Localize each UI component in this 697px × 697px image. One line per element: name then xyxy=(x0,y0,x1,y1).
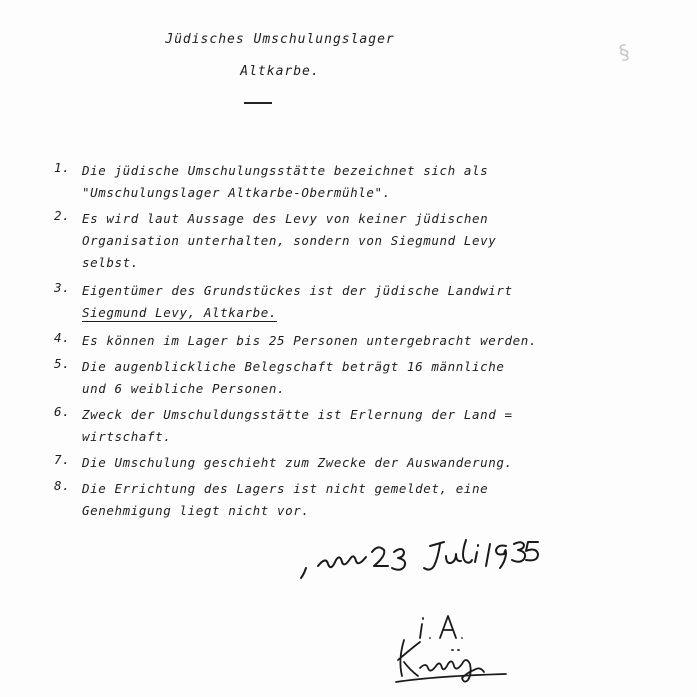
item-number: 8. xyxy=(54,478,71,493)
list-item-2 xyxy=(54,208,654,274)
item-line: Die Umschulung geschieht zum Zwecke der Auswanderung. xyxy=(82,455,513,470)
item-line: Organisation unterhalten, sondern von Siegmund Levy xyxy=(82,233,497,248)
item-line: Die Errichtung des Lagers ist nicht gemeldet, eine xyxy=(82,481,489,496)
item-line: wirtschaft. xyxy=(82,429,172,444)
item-number: 3. xyxy=(54,280,71,295)
item-line: Die jüdische Umschulungsstätte bezeichnet sich als xyxy=(82,163,489,178)
item-number: 2. xyxy=(54,208,71,223)
item-line: Zweck der Umschuldungsstätte ist Erlernung der Land = xyxy=(82,407,513,422)
item-line: Es wird laut Aussage des Levy von keiner jüdischen xyxy=(82,211,489,226)
list-item-1 xyxy=(54,160,654,204)
item-text xyxy=(82,330,537,352)
title-underline-rule xyxy=(244,102,272,104)
list-item-3 xyxy=(54,280,654,324)
item-number: 4. xyxy=(54,330,71,345)
item-text xyxy=(82,280,513,324)
list-item-8 xyxy=(54,478,654,522)
list-item-6 xyxy=(54,404,654,448)
item-line: und 6 weibliche Personen. xyxy=(82,381,286,396)
document-subtitle: Altkarbe. xyxy=(240,64,320,79)
item-line-underlined: Siegmund Levy, Altkarbe. xyxy=(82,305,278,320)
signature xyxy=(396,616,506,682)
item-number: 7. xyxy=(54,452,71,467)
item-number: 6. xyxy=(54,404,71,419)
list-item-5 xyxy=(54,356,654,400)
item-text xyxy=(82,208,496,274)
item-text xyxy=(82,356,505,400)
item-line: Genehmigung liegt nicht vor. xyxy=(82,503,310,518)
item-text xyxy=(82,404,513,448)
list-item-7 xyxy=(54,452,654,474)
item-line: Die augenblickliche Belegschaft beträgt 16 männliche xyxy=(82,359,505,374)
item-text xyxy=(82,452,513,474)
item-line: "Umschulungslager Altkarbe-Obermühle". xyxy=(82,185,391,200)
handwritten-date xyxy=(301,540,538,578)
list-item-4 xyxy=(54,330,654,352)
item-text xyxy=(82,160,488,204)
item-line: selbst. xyxy=(82,255,139,270)
item-number: 1. xyxy=(54,160,71,175)
item-line: Eigentümer des Grundstückes ist der jüdische Landwirt xyxy=(82,283,513,298)
corner-pencil-mark: § xyxy=(615,38,634,66)
item-text xyxy=(82,478,488,522)
item-line: Es können im Lager bis 25 Personen untergebracht werden. xyxy=(82,333,538,348)
document-title: Jüdisches Umschulungslager xyxy=(165,32,395,47)
item-number: 5. xyxy=(54,356,71,371)
